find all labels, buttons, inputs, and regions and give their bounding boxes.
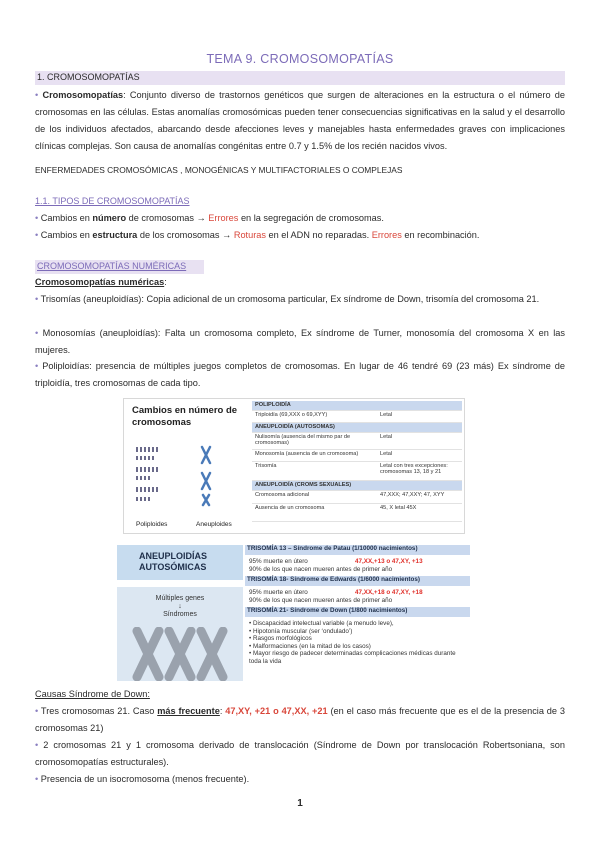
tipos-item-numero: [35, 210, 565, 227]
table-cell-left: Trisomía: [255, 463, 277, 469]
karyotype-red: 47,XY, +21 o 47,XX, +21: [225, 706, 328, 716]
t21-header: TRISOMÍA 21- Síndrome de Down (1/800 nacimientos): [245, 607, 470, 617]
bullet-icon: •: [35, 294, 41, 304]
text-fragment: en el ADN no reparadas.: [265, 230, 372, 240]
down-heading: [35, 686, 565, 703]
bold-mas-frecuente: más frecuente: [157, 706, 220, 716]
disease-types-line: ENFERMEDADES CROMOSÓMICAS , MONOGÉNICAS Y MULTIFACTORIALES O COMPLEJAS: [35, 165, 403, 175]
list-item: • Rasgos morfológicos: [249, 635, 312, 643]
table-row: [252, 433, 462, 450]
red-roturas: Roturas: [233, 230, 266, 240]
bullet-icon: •: [35, 328, 43, 338]
label-aneuploides: Aneuploides: [196, 521, 232, 528]
bullet-icon: •: [35, 740, 44, 750]
table-row: [252, 450, 462, 462]
t13-line2: 90% de los que nacen mueren antes de primer año: [249, 566, 393, 573]
table-cell-right: 47,XXX; 47,XXY; 47, XYY: [380, 492, 445, 498]
bullet-icon: •: [35, 90, 43, 100]
page-number: 1: [297, 798, 303, 809]
table-cell-right: Letal: [380, 451, 393, 457]
section-heading-tipos: 1.1. TIPOS DE CROMOSOMOPATÍAS: [35, 196, 190, 206]
table-header-row: [252, 481, 462, 491]
down-arrow-icon: ↓: [178, 603, 182, 610]
figure-cambios-numero: [123, 398, 465, 534]
text-fragment: (en el caso más frecuente que es el de la presencia de 3 cromosomas 21): [35, 706, 565, 733]
definition-text: : Conjunto diverso de trastornos genéticos que surgen de alteraciones en la estructura o el número de cromosomas en las células. Estas anomalías cromosómicas pueden tener consecuencias significativas en la salud y el desarrollo de los individuos afectados, abarcando desde afecciones leves y manejables hasta enfermedades graves con implicaciones clínicas complejas. Son causa de anomalías congénitas entre 0.7 y 1.5% de los recién nacidos vivos.: [35, 90, 565, 151]
poliploidias-item: [35, 358, 565, 392]
figure-aneuploidias-autosomicas: [117, 545, 470, 682]
red-errores: Errores: [371, 230, 402, 240]
bullet-icon: •: [35, 230, 41, 240]
table-cell-left: Triploidía (69,XXX o 69,XYY): [255, 412, 328, 418]
trisomias-text: Trisomías (aneuploidías): Copia adicional de un cromosoma particular, Ex síndrome de Down, trisomía del cromosoma 21.: [40, 294, 540, 304]
down-cause-1: [35, 703, 565, 737]
trisomy-chromosomes-icon: [125, 627, 235, 681]
t18-header: TRISOMÍA 18- Síndrome de Edwards (1/6000 nacimientos): [245, 576, 470, 586]
bullet-icon: •: [35, 706, 41, 716]
cause-2-text: 2 cromosomas 21 y 1 cromosoma derivado de translocación (Síndrome de Down por translocación Robertsoniana, son cromosomopatías estructurales).: [35, 740, 565, 767]
list-item: • Mayor riesgo de padecer determinadas complicaciones médicas durante toda la vida: [249, 650, 456, 665]
term-cromosomopatias: Cromosomopatías: [42, 90, 124, 100]
text-fragment: Cambios en: [40, 213, 93, 223]
down-cause-3: [35, 771, 565, 788]
multiples-genes-text: Múltiples genes: [155, 595, 205, 602]
text-fragment: en la segregación de cromosomas.: [238, 213, 384, 223]
t18-line2: 90% de los que nacen mueren antes de primer año: [249, 597, 393, 604]
bold-numero: número: [92, 213, 127, 223]
sindromes-text: Síndromes: [163, 611, 197, 618]
figure1-left-panel: [124, 399, 248, 533]
tipos-item-estructura: [35, 227, 565, 244]
section-heading-cromosomopatias: 1. CROMOSOMOPATÍAS: [35, 71, 565, 85]
section-heading-numericas: CROMOSOMOPATÍAS NUMÉRICAS: [35, 260, 204, 274]
t13-line1: 95% muerte en útero: [249, 558, 308, 565]
text-fragment: de los cromosomas →: [137, 230, 234, 240]
trisomias-item: [35, 291, 565, 308]
table-cell-left: Cromosoma adicional: [255, 492, 310, 498]
table-cell-right: Letal: [380, 434, 393, 440]
bullet-icon: •: [35, 774, 41, 784]
table-header-row: [252, 423, 462, 433]
colon: :: [164, 277, 167, 287]
down-heading-text: Causas Síndrome de Down:: [35, 689, 150, 699]
text-fragment: Cambios en: [40, 230, 93, 240]
table-cell-right: Letal con tres excepciones: cromosomas 13, 18 y 21: [380, 463, 448, 475]
text-fragment: :: [219, 706, 226, 716]
list-item: • Discapacidad intelectual variable (a menudo leve),: [249, 620, 394, 627]
table-cell-left: Ausencia de un cromosoma: [255, 505, 325, 511]
list-item: • Hipotonía muscular (ser ‘ondulado’): [249, 627, 353, 635]
t21-list: [249, 620, 464, 666]
text-fragment: de cromosomas →: [126, 213, 209, 223]
table-cell-left: Nulisomía (ausencia del mismo par de cromosomas): [255, 434, 351, 446]
bullet-icon: •: [35, 361, 43, 371]
bold-estructura: estructura: [92, 230, 138, 240]
t18-line1: 95% muerte en útero: [249, 589, 308, 596]
poliploidias-text: Poliploidías: presencia de múltiples juegos completos de cromosomas. En lugar de 46 tendré 69 (23 más) Ex síndrome de triploidía, tres cromosomas de cada tipo.: [35, 361, 565, 388]
aneuploidias-title-box: [117, 545, 243, 580]
table-cell-left: ANEUPLOIDÍA (CROMS SEXUALES): [255, 482, 352, 488]
table-cell-left: ANEUPLOIDÍA (AUTOSOMAS): [255, 424, 335, 430]
numericas-subheading: [35, 274, 565, 291]
list-item: • Malformaciones (en la mitad de los casos): [249, 642, 371, 650]
monosomias-item: [35, 325, 565, 359]
box-title-2: AUTOSÓMICAS: [139, 562, 207, 572]
table-row: [252, 504, 462, 522]
down-cause-2: [35, 737, 565, 771]
table-row: [252, 411, 462, 423]
table-row: [252, 491, 462, 504]
chromosome-illustration-icon: [132, 443, 242, 521]
t18-karyotype: 47,XX,+18 o 47,XY, +18: [355, 589, 423, 596]
trisomy-table: [245, 545, 470, 682]
figure1-title: Cambios en número de cromosomas: [132, 405, 238, 428]
box-title-1: ANEUPLOIDÍAS: [139, 551, 208, 561]
table-cell-right: Letal: [380, 412, 393, 418]
cause-3-text: Presencia de un isocromosoma (menos frecuente).: [40, 774, 250, 784]
table-header-row: [252, 401, 462, 411]
bullet-icon: •: [35, 213, 41, 223]
text-fragment: en recombinación.: [401, 230, 480, 240]
red-errores: Errores: [208, 213, 239, 223]
table-row: [252, 462, 462, 481]
label-poliploides: Poliploides: [136, 521, 168, 528]
monosomias-text: Monosomías (aneuploidías): Falta un cromosoma completo, Ex síndrome de Turner, monosomía del cromosoma X en las mujeres.: [35, 328, 565, 355]
t13-karyotype: 47,XX,+13 o 47,XY, +13: [355, 558, 423, 565]
page-title: TEMA 9. CROMOSOMOPATÍAS: [206, 52, 394, 66]
subheading-text: Cromosomopatías numéricas: [35, 277, 165, 287]
table-cell-left: POLIPLOIDÍA: [255, 402, 291, 408]
chromosome-box: [117, 587, 243, 681]
t13-header: TRISOMÍA 13 – Síndrome de Patau (1/10000 nacimientos): [245, 545, 470, 555]
figure1-table: [252, 401, 462, 531]
table-cell-right: 45, X letal 45X: [380, 505, 417, 511]
definition-paragraph: [35, 87, 565, 155]
text-fragment: Tres cromosomas 21. Caso: [40, 706, 158, 716]
table-cell-left: Monosomía (ausencia de un cromosoma): [255, 451, 359, 457]
